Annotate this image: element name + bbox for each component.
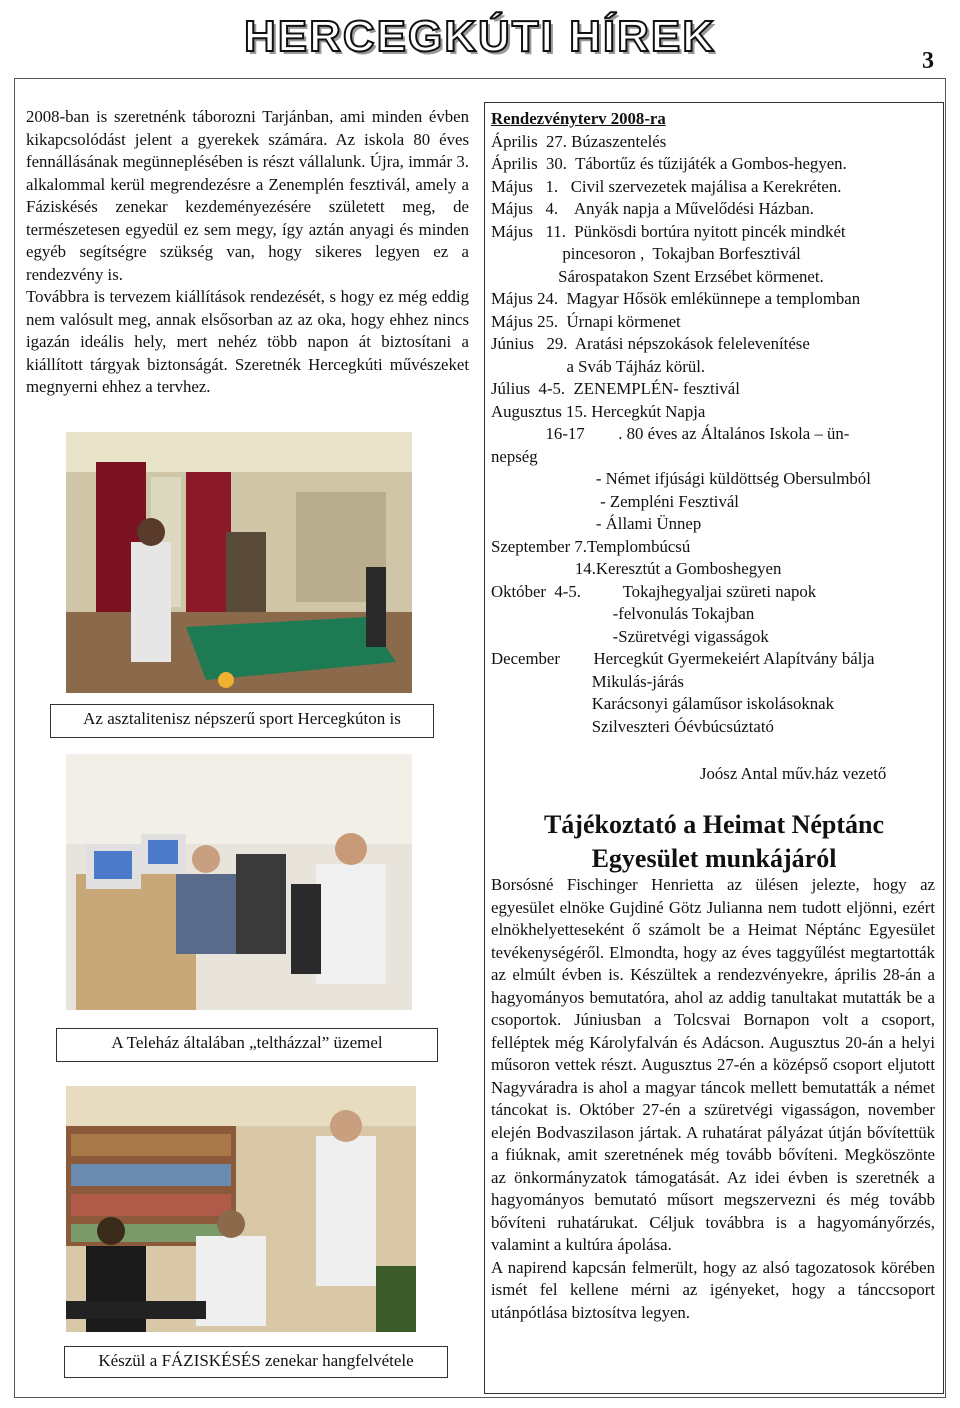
schedule-line: -Szüretvégi vigasságok: [491, 626, 769, 646]
schedule-line: pincesoron , Tokajban Borfesztivál: [491, 244, 801, 263]
photo-band-recording: [66, 1086, 416, 1332]
schedule-line: Augusztus 15. Hercegkút Napja: [491, 401, 706, 421]
caption-table-tennis: Az asztalitenisz népszerű sport Hercegkúton is: [50, 704, 434, 738]
schedule-line: Szilveszteri Óévbúcsúztató: [491, 716, 774, 736]
photo-table-tennis: [66, 432, 412, 693]
caption-band-recording: Készül a FÁZISKÉSÉS zenekar hangfelvétele: [64, 1346, 448, 1378]
article-paragraph-1: Borsósné Fischinger Henrietta az ülésen jelezte, hogy az egyesület elnöke Gujdiné Götz Julianna nem tudott eljönni, ezért elnökhelyetteseként ő számolt be a Heimat Néptánc Egyesület tevékenységéről. Elmondta, hogy az éves taggyűlést megtartották az elmúlt évben is. Készültek a rendezvényekre, április 28-án a hagyományos bemutatóra, ahol az addig tanultakat mutatták be a csoportok. Júniusban a Tolcsvai Bornapon volt a csoport, felléptek még Károlyfalván és Adácson. Augusztus 20-án a helyi műsoron vettek részt. Augusztus 27-én a középső csoport eljutott Nagyváradra is ahol a magyar táncok mellett bemutatták a német táncokat is. Október 27-én a szüretvégi vigasságon, november elején Bodvaszilason jártak. A ruhatárat pályázat útján bővítettük a fiúknak, amit szeretnének még tovább bővíteni. Megköszönte az önkormányzatok támogatását. Az idei évben is szeretnék a hagyományos bemutató műsort megszervezni és még tovább bővíteni ruhatárukat. Céljuk továbbra is a hagyományőrzés, valamint a kultúra ápolása.: [491, 875, 935, 1254]
schedule-line: Karácsonyi gálaműsor iskolásoknak: [491, 694, 835, 713]
article-body: [491, 874, 935, 1324]
schedule-line: Június 29. Aratási népszokások felelevenítése: [491, 334, 810, 353]
schedule-line: Szeptember 7.Templombúcsú: [491, 536, 691, 556]
schedule-line: December Hercegkút Gyermekeiért Alapítvány bálja: [491, 649, 875, 668]
schedule-line: - Zempléni Fesztivál: [491, 491, 739, 511]
masthead: [0, 0, 960, 80]
left-column-text: [26, 106, 469, 399]
photo-telehaz: [66, 754, 412, 1010]
left-paragraph-1: 2008-ban is szeretnénk táborozni Tarjánban, ami minden évben kikapcsolódást jelent a gyerekek számára. Az iskola 80 éves fennállásának megünneplésében is részt vállalunk. Újra, immár 3. alkalommal kerül megrendezésre a Zenemplén fesztivál, amely a Fáziskésés zenekar kezdeményezésére született meg, de természetesen egyedül ez sem megy, így aztán anyagi és minden egyéb segítségre szükség van, hogy sikeres legyen ez a rendezvény is.: [26, 107, 469, 284]
schedule-line: Május 25. Úrnapi körmenet: [491, 311, 681, 331]
schedule-line: 14.Keresztút a Gomboshegyen: [491, 559, 782, 578]
schedule-line: Július 4-5. ZENEMPLÉN- fesztivál: [491, 379, 740, 398]
signature: Joósz Antal műv.ház vezető: [700, 764, 887, 783]
schedule-line: Sárospatakon Szent Erzsébet körmenet.: [491, 266, 824, 286]
schedule-heading: Rendezvényterv 2008-ra: [491, 109, 666, 128]
caption-telehaz: A Teleház általában „teltházzal” üzemel: [56, 1028, 438, 1062]
schedule-line: a Sváb Tájház körül.: [491, 356, 706, 376]
schedule-line: Május 4. Anyák napja a Művelődési Házban.: [491, 199, 814, 218]
frame-top: [14, 78, 946, 79]
schedule-line: Május 1. Civil szervezetek majálisa a Kerekréten.: [491, 176, 842, 196]
schedule-lines: [491, 131, 939, 739]
article-paragraph-2: A napirend kapcsán felmerült, hogy az alsó tagozatosok körében ismét fel kellene mérni az igényeket, hogy a tánccsoport utánpótlása biztosítva legyen.: [491, 1257, 935, 1322]
schedule-line: Április 30. Tábortűz és tűzijáték a Gombos-hegyen.: [491, 154, 847, 173]
schedule-line: -felvonulás Tokajban: [491, 604, 755, 623]
schedule-line: Április 27. Búzaszentelés: [491, 131, 667, 151]
frame-right: [945, 78, 946, 1398]
schedule-line: 16-17 . 80 éves az Általános Iskola – ün-: [491, 424, 850, 443]
article-title: Tájékoztató a Heimat Néptánc Egyesület munkájáról: [543, 810, 885, 873]
frame-left: [14, 78, 15, 1398]
masthead-title: HERCEGKÚTI HÍREK: [243, 12, 717, 61]
schedule: [491, 108, 939, 738]
schedule-line: nepség: [491, 446, 538, 466]
schedule-line: Május 24. Magyar Hősök emlékünnepe a templomban: [491, 289, 861, 308]
schedule-line: Május 11. Pünkösdi bortúra nyitott pincék mindkét: [491, 221, 846, 241]
schedule-line: - Állami Ünnep: [491, 514, 702, 533]
frame-bottom: [14, 1397, 946, 1398]
left-paragraph-2: Továbbra is tervezem kiállítások rendezését, s hogy ez még eddig nem valósult meg, annak elsősorban az az oka, hogy ehhez nincs igazán ideális hely, mert nehéz több napon át biztosítani a kiállított tárgyak biztonságát. Szeretnék Hercegkúti művészeket megnyerni ehhez a tervhez.: [26, 287, 469, 396]
page-number: 3: [922, 48, 934, 74]
schedule-line: - Német ifjúsági küldöttség Obersulmból: [491, 469, 871, 488]
schedule-line: Mikulás-járás: [491, 671, 684, 691]
schedule-line: Október 4-5. Tokajhegyaljai szüreti napok: [491, 581, 817, 601]
